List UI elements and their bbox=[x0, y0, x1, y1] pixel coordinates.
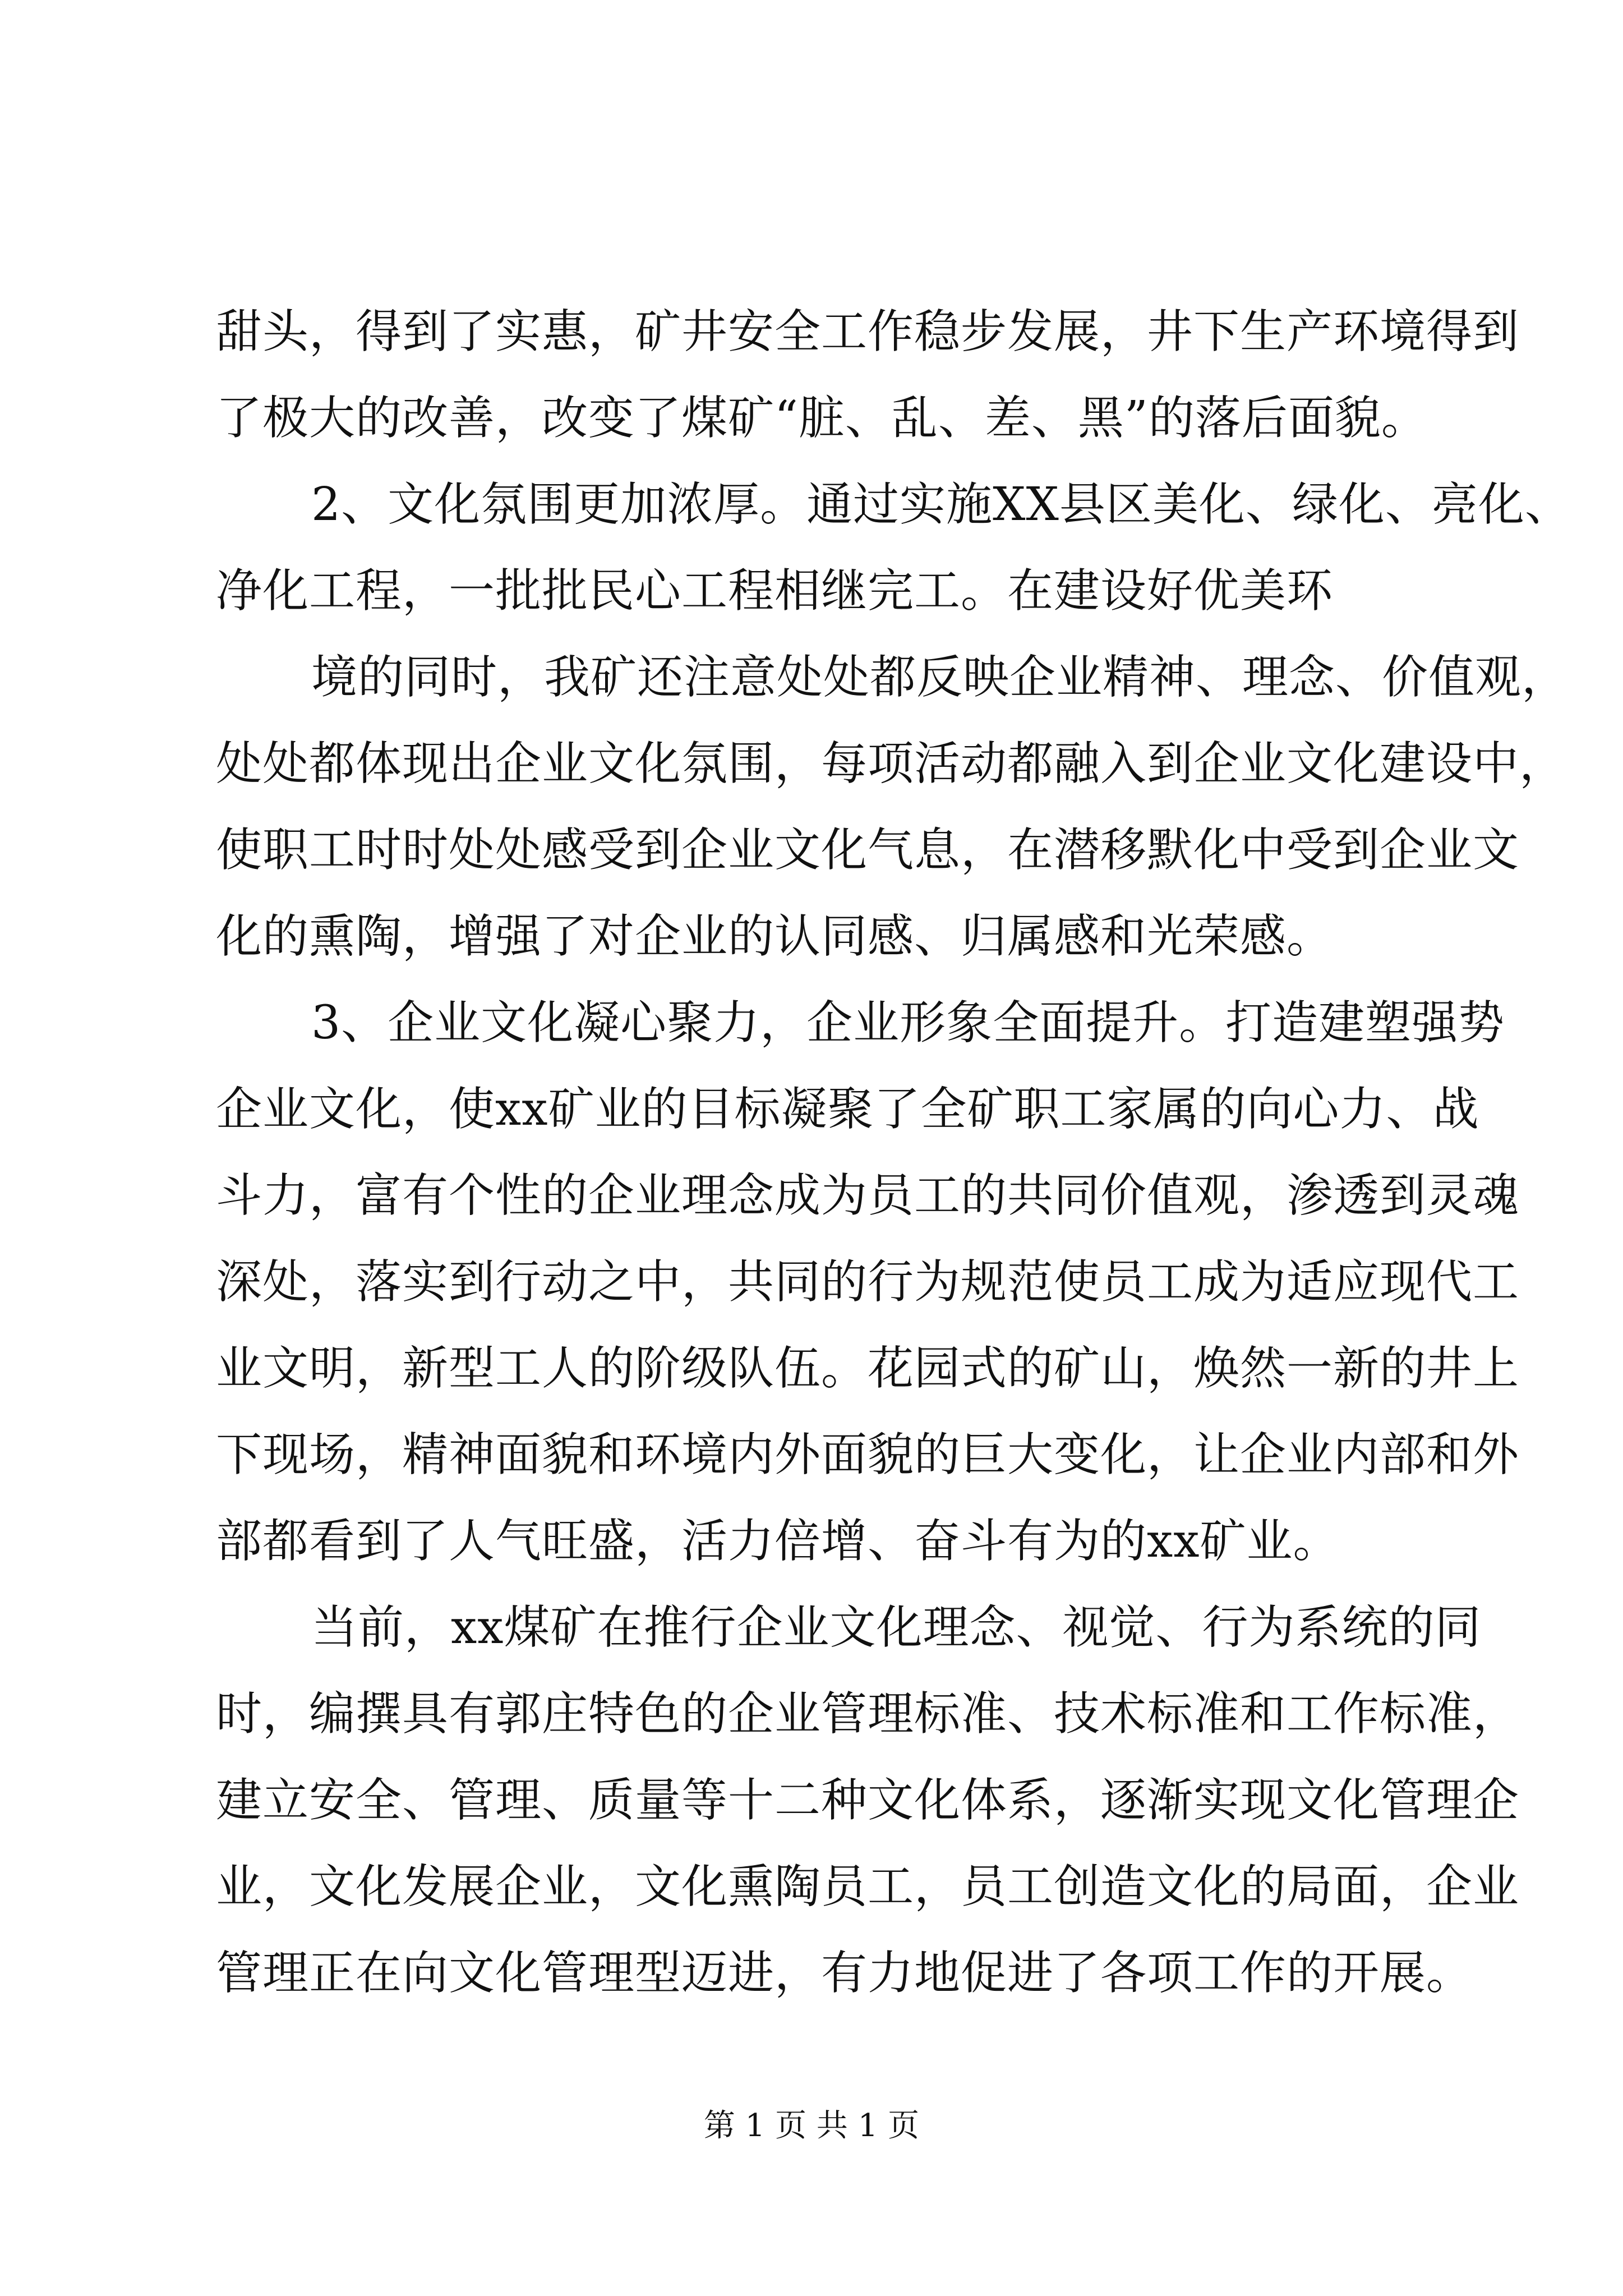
text-line: 时，编撰具有郭庄特色的企业管理标准、技术标准和工作标准， bbox=[216, 1687, 1520, 1741]
text-line: 业文明，新型工人的阶级队伍。花园式的矿山，焕然一新的井上 bbox=[216, 1342, 1520, 1395]
text-line: 3、企业文化凝心聚力，企业形象全面提升。打造建塑强势 bbox=[311, 996, 1505, 1050]
text-line: 深处，落实到行动之中，共同的行为规范使员工成为适应现代工 bbox=[216, 1255, 1520, 1309]
text-line: 建立安全、管理、质量等十二种文化体系，逐渐实现文化管理企 bbox=[216, 1774, 1520, 1827]
page-number-footer: 第 1 页 共 1 页 bbox=[703, 2108, 920, 2144]
text-line: 业，文化发展企业，文化熏陶员工，员工创造文化的局面，企业 bbox=[216, 1860, 1520, 1913]
text-line: 甜头，得到了实惠，矿井安全工作稳步发展，井下生产环境得到 bbox=[216, 305, 1520, 358]
text-line: 下现场，精神面貌和环境内外面貌的巨大变化，让企业内部和外 bbox=[216, 1428, 1520, 1481]
text-line: 当前，xx煤矿在推行企业文化理念、视觉、行为系统的同 bbox=[311, 1601, 1482, 1654]
text-line: 化的熏陶，增强了对企业的认同感、归属感和光荣感。 bbox=[216, 910, 1334, 963]
text-line: 了极大的改善，改变了煤矿“脏、乱、差、黑”的落后面貌。 bbox=[216, 392, 1428, 445]
text-line: 管理正在向文化管理型迈进，有力地促进了各项工作的开展。 bbox=[216, 1947, 1473, 2000]
text-line: 斗力，富有个性的企业理念成为员工的共同价值观，渗透到灵魂 bbox=[216, 1169, 1520, 1222]
text-line: 企业文化，使xx矿业的目标凝聚了全矿职工家属的向心力、战 bbox=[216, 1083, 1479, 1136]
text-line: 境的同时，我矿还注意处处都反映企业精神、理念、价值观， bbox=[311, 651, 1569, 704]
text-line: 使职工时时处处感受到企业文化气息，在潜移默化中受到企业文 bbox=[216, 823, 1520, 877]
text-line: 处处都体现出企业文化氛围，每项活动都融入到企业文化建设中， bbox=[216, 737, 1566, 790]
text-line: 净化工程，一批批民心工程相继完工。在建设好优美环 bbox=[216, 564, 1334, 618]
text-line: 部都看到了人气旺盛，活力倍增、奋斗有为的xx矿业。 bbox=[216, 1515, 1340, 1568]
text-line: 2、文化氛围更加浓厚。通过实施XX县区美化、绿化、亮化、 bbox=[311, 478, 1571, 531]
document-body bbox=[216, 289, 1571, 2017]
